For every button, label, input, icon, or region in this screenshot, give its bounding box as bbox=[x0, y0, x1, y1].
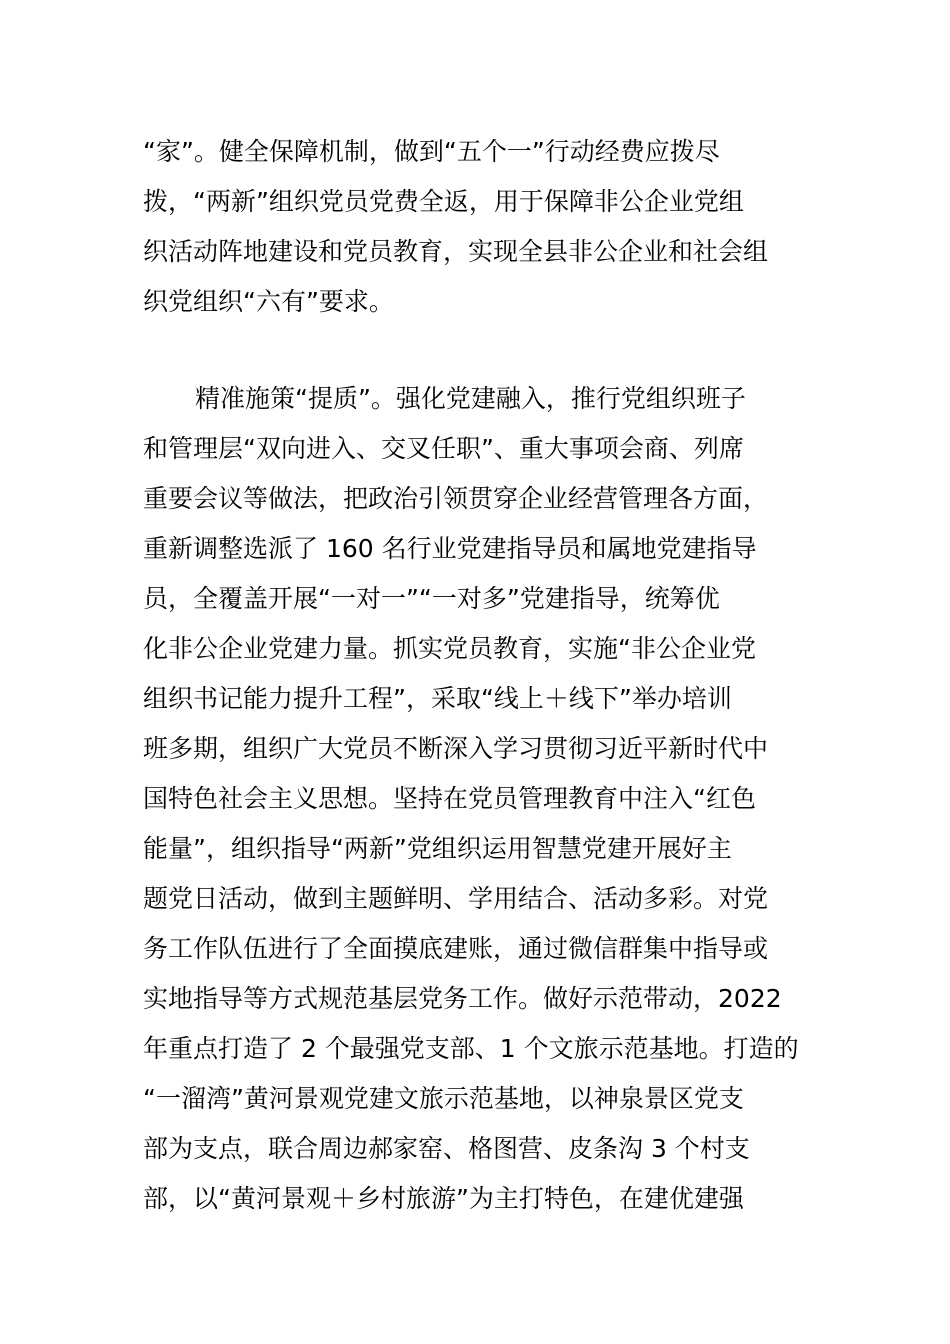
text-line: 国特色社会主义思想。坚持在党员管理教育中注入“红色 bbox=[143, 784, 756, 813]
text-line: 题党日活动，做到主题鲜明、学用结合、活动多彩。对党 bbox=[143, 884, 769, 913]
text-line: 年重点打造了 2 个最强党支部、1 个文旅示范基地。打造的 bbox=[143, 1034, 799, 1063]
text-line: 员，全覆盖开展“一对一”“一对多”党建指导，统筹优 bbox=[143, 584, 720, 613]
text-line: 精准施策“提质”。强化党建融入，推行党组织班子 bbox=[195, 384, 746, 413]
text-line: 织活动阵地建设和党员教育，实现全县非公企业和社会组 bbox=[143, 237, 769, 266]
text-line: 班多期，组织广大党员不断深入学习贯彻习近平新时代中 bbox=[143, 734, 769, 763]
paragraph-precise-policy bbox=[143, 374, 807, 1224]
text-line: 实地指导等方式规范基层党务工作。做好示范带动，2022 bbox=[143, 984, 782, 1013]
text-line: 能量”，组织指导“两新”党组织运用智慧党建开展好主 bbox=[143, 834, 732, 863]
text-line: 重要会议等做法，把政治引领贯穿企业经营管理各方面， bbox=[143, 484, 769, 513]
text-line: 重新调整选派了 160 名行业党建指导员和属地党建指导 bbox=[143, 534, 757, 563]
text-line: 化非公企业党建力量。抓实党员教育，实施“非公企业党 bbox=[143, 634, 756, 663]
text-line: 组织书记能力提升工程”，采取“线上＋线下”举办培训 bbox=[143, 684, 732, 713]
text-line: 部，以“黄河景观＋乡村旅游”为主打特色，在建优建强 bbox=[143, 1184, 744, 1213]
text-line: 部为支点，联合周边郝家窑、格图营、皮条沟 3 个村支 bbox=[143, 1134, 750, 1163]
text-line: 织党组织“六有”要求。 bbox=[143, 287, 394, 316]
text-line: 务工作队伍进行了全面摸底建账，通过微信群集中指导或 bbox=[143, 934, 769, 963]
text-line: “家”。健全保障机制，做到“五个一”行动经费应拨尽 bbox=[143, 137, 720, 166]
paragraph-guarantee-mechanism bbox=[143, 127, 807, 327]
text-line: 拨，“两新”组织党员党费全返，用于保障非公企业党组 bbox=[143, 187, 744, 216]
text-line: “一溜湾”黄河景观党建文旅示范基地，以神泉景区党支 bbox=[143, 1084, 744, 1113]
text-line: 和管理层“双向进入、交叉任职”、重大事项会商、列席 bbox=[143, 434, 744, 463]
